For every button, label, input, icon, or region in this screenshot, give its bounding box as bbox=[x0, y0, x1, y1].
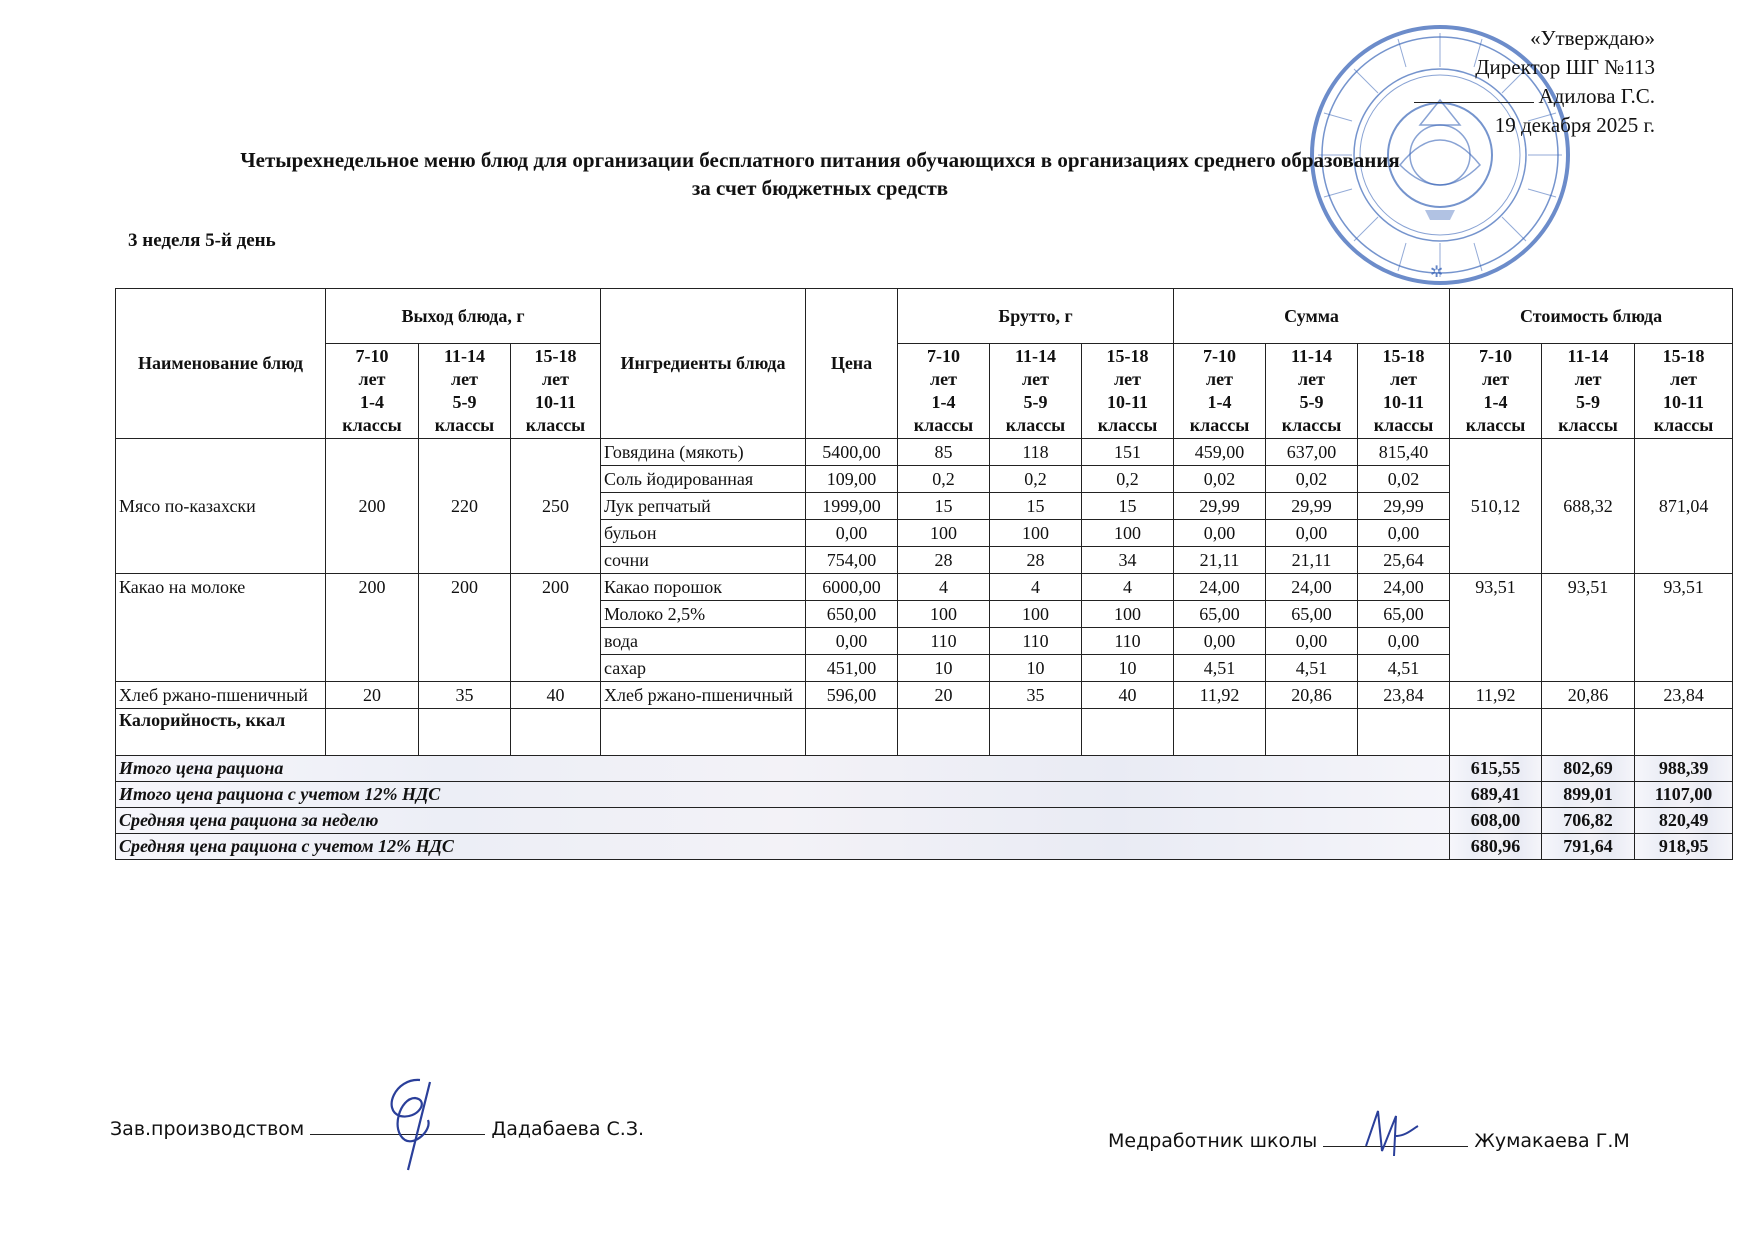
header-age-line: 11-14 bbox=[1291, 346, 1333, 366]
header-age-line: классы bbox=[1005, 415, 1066, 435]
calories-cell bbox=[1542, 709, 1635, 756]
ingredient-sum: 25,64 bbox=[1358, 547, 1450, 574]
total-row bbox=[116, 808, 1733, 834]
ingredient-brutto: 4 bbox=[1082, 574, 1174, 601]
header-age-line: классы bbox=[1653, 415, 1714, 435]
ingredient-name: сочни bbox=[601, 547, 806, 574]
ingredient-sum: 637,00 bbox=[1266, 439, 1358, 466]
header-age-line: классы bbox=[1281, 415, 1342, 435]
ingredient-price: 596,00 bbox=[806, 682, 898, 709]
header-age-line: классы bbox=[525, 415, 586, 435]
ingredient-sum: 4,51 bbox=[1358, 655, 1450, 682]
ingredient-sum: 21,11 bbox=[1266, 547, 1358, 574]
signature-left bbox=[110, 1118, 644, 1140]
signature-right-title: Медработник школы bbox=[1108, 1130, 1318, 1152]
ingredient-sum: 65,00 bbox=[1266, 601, 1358, 628]
table-row bbox=[116, 574, 1733, 601]
signature-right-scribble bbox=[1356, 1106, 1426, 1166]
header-age-line: 10-11 bbox=[534, 392, 576, 412]
header-age-line: классы bbox=[1558, 415, 1618, 435]
ingredient-brutto: 0,2 bbox=[898, 466, 990, 493]
calories-cell bbox=[1450, 709, 1542, 756]
header-age-line: лет bbox=[542, 369, 569, 389]
ingredient-price: 5400,00 bbox=[806, 439, 898, 466]
ingredient-sum: 24,00 bbox=[1266, 574, 1358, 601]
header-age-line: классы bbox=[342, 415, 402, 435]
ingredient-name: бульон bbox=[601, 520, 806, 547]
header-age-line: 10-11 bbox=[1383, 392, 1425, 412]
ingredient-sum: 29,99 bbox=[1358, 493, 1450, 520]
total-label: Итого цена рациона bbox=[116, 756, 1450, 782]
header-age-line: лет bbox=[930, 369, 957, 389]
total-value: 791,64 bbox=[1542, 834, 1635, 860]
header-ingredients: Ингредиенты блюда bbox=[601, 289, 806, 439]
header-age-output-2 bbox=[511, 344, 601, 439]
ingredient-name: Говядина (мякоть) bbox=[601, 439, 806, 466]
total-label: Итого цена рациона с учетом 12% НДС bbox=[116, 782, 1450, 808]
dish-cost: 510,12 bbox=[1450, 439, 1542, 574]
ingredient-brutto: 110 bbox=[990, 628, 1082, 655]
dish-cost: 93,51 bbox=[1635, 574, 1733, 682]
dish-name: Мясо по-казахски bbox=[116, 439, 326, 574]
total-value: 689,41 bbox=[1450, 782, 1542, 808]
ingredient-brutto: 110 bbox=[898, 628, 990, 655]
calories-row bbox=[116, 709, 1733, 756]
table-row bbox=[116, 439, 1733, 466]
header-age-line: 5-9 bbox=[1299, 392, 1324, 412]
ingredient-brutto: 4 bbox=[990, 574, 1082, 601]
header-age-sum-2 bbox=[1358, 344, 1450, 439]
header-age-output-1 bbox=[419, 344, 511, 439]
ingredient-sum: 24,00 bbox=[1358, 574, 1450, 601]
total-value: 988,39 bbox=[1635, 756, 1733, 782]
ingredient-brutto: 35 bbox=[990, 682, 1082, 709]
ingredient-brutto: 118 bbox=[990, 439, 1082, 466]
ingredient-brutto: 28 bbox=[898, 547, 990, 574]
ingredient-brutto: 15 bbox=[898, 493, 990, 520]
header-age-line: лет bbox=[1206, 369, 1233, 389]
header-age-line: классы bbox=[1097, 415, 1158, 435]
dish-name: Хлеб ржано-пшеничный bbox=[116, 682, 326, 709]
total-value: 918,95 bbox=[1635, 834, 1733, 860]
calories-label: Калорийность, ккал bbox=[116, 709, 326, 756]
dish-cost: 871,04 bbox=[1635, 439, 1733, 574]
ingredient-sum: 21,11 bbox=[1174, 547, 1266, 574]
ingredient-sum: 459,00 bbox=[1174, 439, 1266, 466]
ingredient-name: Молоко 2,5% bbox=[601, 601, 806, 628]
ingredient-price: 0,00 bbox=[806, 628, 898, 655]
ingredient-price: 0,00 bbox=[806, 520, 898, 547]
calories-cell bbox=[601, 709, 806, 756]
ingredient-name: Хлеб ржано-пшеничный bbox=[601, 682, 806, 709]
total-value: 608,00 bbox=[1450, 808, 1542, 834]
header-age-line: классы bbox=[1373, 415, 1434, 435]
total-label: Средняя цена рациона с учетом 12% НДС bbox=[116, 834, 1450, 860]
header-age-line: лет bbox=[1482, 369, 1510, 389]
ingredient-brutto: 100 bbox=[990, 520, 1082, 547]
ingredient-sum: 11,92 bbox=[1174, 682, 1266, 709]
ingredient-sum: 20,86 bbox=[1266, 682, 1358, 709]
ingredient-brutto: 10 bbox=[990, 655, 1082, 682]
total-value: 615,55 bbox=[1450, 756, 1542, 782]
calories-cell bbox=[326, 709, 419, 756]
approval-name-text: Адилова Г.С. bbox=[1538, 84, 1655, 108]
dish-output: 35 bbox=[419, 682, 511, 709]
ingredient-brutto: 110 bbox=[1082, 628, 1174, 655]
total-value: 680,96 bbox=[1450, 834, 1542, 860]
header-age-line: лет bbox=[1022, 369, 1049, 389]
header-age-line: лет bbox=[1390, 369, 1417, 389]
dish-output: 40 bbox=[511, 682, 601, 709]
calories-cell bbox=[1358, 709, 1450, 756]
ingredient-brutto: 85 bbox=[898, 439, 990, 466]
ingredient-brutto: 34 bbox=[1082, 547, 1174, 574]
calories-cell bbox=[990, 709, 1082, 756]
header-price: Цена bbox=[806, 289, 898, 439]
ingredient-brutto: 151 bbox=[1082, 439, 1174, 466]
ingredient-brutto: 10 bbox=[898, 655, 990, 682]
signature-right bbox=[1108, 1130, 1630, 1152]
total-value: 1107,00 bbox=[1635, 782, 1733, 808]
approval-date: 19 декабря 2025 г. bbox=[1494, 113, 1655, 137]
ingredient-sum: 0,00 bbox=[1174, 628, 1266, 655]
signature-right-name: Жумакаева Г.М bbox=[1474, 1130, 1630, 1152]
dish-name: Какао на молоке bbox=[116, 574, 326, 682]
dish-output: 200 bbox=[326, 439, 419, 574]
ingredient-sum: 65,00 bbox=[1174, 601, 1266, 628]
total-value: 802,69 bbox=[1542, 756, 1635, 782]
approval-position: Директор ШГ №113 bbox=[1475, 55, 1655, 79]
header-age-line: 15-18 bbox=[1662, 346, 1705, 366]
document-subtitle: за счет бюджетных средств bbox=[691, 176, 949, 200]
table-row bbox=[116, 682, 1733, 709]
ingredient-sum: 0,02 bbox=[1266, 466, 1358, 493]
dish-cost: 20,86 bbox=[1542, 682, 1635, 709]
ingredient-brutto: 28 bbox=[990, 547, 1082, 574]
dish-cost: 23,84 bbox=[1635, 682, 1733, 709]
header-age-sum-0 bbox=[1174, 344, 1266, 439]
ingredient-brutto: 15 bbox=[1082, 493, 1174, 520]
header-age-cost-1 bbox=[1542, 344, 1635, 439]
document-title: Четырехнедельное меню блюд для организации бесплатного питания обучающихся в организациях среднего образования bbox=[240, 148, 1400, 172]
total-value: 706,82 bbox=[1542, 808, 1635, 834]
header-age-line: 11-14 bbox=[1014, 346, 1056, 366]
calories-cell bbox=[1635, 709, 1733, 756]
ingredient-brutto: 20 bbox=[898, 682, 990, 709]
header-age-line: классы bbox=[1189, 415, 1250, 435]
header-age-line: 10-11 bbox=[1107, 392, 1149, 412]
ingredient-price: 754,00 bbox=[806, 547, 898, 574]
header-age-line: 1-4 bbox=[1207, 392, 1232, 412]
header-age-line: 7-10 bbox=[355, 346, 389, 366]
header-age-line: 11-14 bbox=[443, 346, 485, 366]
menu-table bbox=[115, 288, 1733, 860]
ingredient-price: 1999,00 bbox=[806, 493, 898, 520]
calories-cell bbox=[806, 709, 898, 756]
dish-output: 200 bbox=[511, 574, 601, 682]
header-age-sum-1 bbox=[1266, 344, 1358, 439]
dish-cost: 11,92 bbox=[1450, 682, 1542, 709]
ingredient-brutto: 4 bbox=[898, 574, 990, 601]
dish-cost: 93,51 bbox=[1542, 574, 1635, 682]
header-age-line: 10-11 bbox=[1663, 392, 1705, 412]
ingredient-sum: 4,51 bbox=[1266, 655, 1358, 682]
ingredient-name: Какао порошок bbox=[601, 574, 806, 601]
ingredient-price: 650,00 bbox=[806, 601, 898, 628]
calories-cell bbox=[419, 709, 511, 756]
header-age-line: классы bbox=[434, 415, 495, 435]
header-age-line: 7-10 bbox=[927, 346, 960, 366]
signature-left-name: Дадабаева С.З. bbox=[491, 1118, 645, 1140]
calories-cell bbox=[898, 709, 990, 756]
header-age-line: 15-18 bbox=[534, 346, 577, 366]
header-age-line: лет bbox=[451, 369, 478, 389]
ingredient-brutto: 100 bbox=[1082, 601, 1174, 628]
header-age-line: лет bbox=[1114, 369, 1141, 389]
ingredient-price: 451,00 bbox=[806, 655, 898, 682]
ingredient-price: 6000,00 bbox=[806, 574, 898, 601]
ingredient-brutto: 0,2 bbox=[1082, 466, 1174, 493]
approval-name bbox=[1380, 82, 1655, 111]
ingredient-name: вода bbox=[601, 628, 806, 655]
ingredient-brutto: 0,2 bbox=[990, 466, 1082, 493]
header-age-brutto-2 bbox=[1082, 344, 1174, 439]
calories-cell bbox=[1082, 709, 1174, 756]
header-age-line: 7-10 bbox=[1479, 346, 1513, 366]
svg-text:✲: ✲ bbox=[1430, 262, 1444, 281]
ingredient-brutto: 15 bbox=[990, 493, 1082, 520]
ingredient-brutto: 40 bbox=[1082, 682, 1174, 709]
header-cost: Стоимость блюда bbox=[1450, 289, 1733, 344]
dish-output: 220 bbox=[419, 439, 511, 574]
total-row bbox=[116, 782, 1733, 808]
header-age-line: 1-4 bbox=[1483, 392, 1508, 412]
ingredient-sum: 65,00 bbox=[1358, 601, 1450, 628]
signature-left-scribble bbox=[360, 1070, 470, 1180]
header-age-line: 5-9 bbox=[1576, 392, 1601, 412]
dish-output: 20 bbox=[326, 682, 419, 709]
ingredient-sum: 815,40 bbox=[1358, 439, 1450, 466]
approval-signature-line bbox=[1414, 102, 1534, 103]
total-value: 899,01 bbox=[1542, 782, 1635, 808]
ingredient-brutto: 100 bbox=[898, 520, 990, 547]
ingredient-sum: 0,02 bbox=[1174, 466, 1266, 493]
ingredient-sum: 29,99 bbox=[1174, 493, 1266, 520]
header-age-brutto-1 bbox=[990, 344, 1082, 439]
signature-left-title: Зав.производством bbox=[110, 1118, 305, 1140]
calories-cell bbox=[1266, 709, 1358, 756]
ingredient-name: Лук репчатый bbox=[601, 493, 806, 520]
ingredient-name: Соль йодированная bbox=[601, 466, 806, 493]
header-output: Выход блюда, г bbox=[326, 289, 601, 344]
header-age-line: 1-4 bbox=[360, 392, 384, 412]
header-age-line: классы bbox=[1465, 415, 1526, 435]
ingredient-brutto: 100 bbox=[898, 601, 990, 628]
header-age-output-0 bbox=[326, 344, 419, 439]
ingredient-sum: 0,00 bbox=[1358, 520, 1450, 547]
ingredient-sum: 0,00 bbox=[1174, 520, 1266, 547]
ingredient-sum: 4,51 bbox=[1174, 655, 1266, 682]
header-age-line: 11-14 bbox=[1567, 346, 1609, 366]
week-day-label: 3 неделя 5-й день bbox=[128, 230, 276, 251]
dish-cost: 688,32 bbox=[1542, 439, 1635, 574]
header-age-line: лет bbox=[1298, 369, 1325, 389]
total-row bbox=[116, 756, 1733, 782]
ingredient-price: 109,00 bbox=[806, 466, 898, 493]
header-age-line: 15-18 bbox=[1382, 346, 1425, 366]
ingredient-name: сахар bbox=[601, 655, 806, 682]
header-age-line: 5-9 bbox=[1023, 392, 1048, 412]
calories-cell bbox=[1174, 709, 1266, 756]
header-age-brutto-0 bbox=[898, 344, 990, 439]
header-dish-name: Наименование блюд bbox=[116, 289, 326, 439]
dish-cost: 93,51 bbox=[1450, 574, 1542, 682]
dish-output: 200 bbox=[326, 574, 419, 682]
ingredient-brutto: 100 bbox=[990, 601, 1082, 628]
ingredient-sum: 0,00 bbox=[1266, 628, 1358, 655]
approval-block bbox=[1380, 24, 1655, 140]
ingredient-brutto: 100 bbox=[1082, 520, 1174, 547]
approval-line: «Утверждаю» bbox=[1530, 26, 1655, 50]
header-age-line: 1-4 bbox=[931, 392, 956, 412]
ingredient-sum: 29,99 bbox=[1266, 493, 1358, 520]
header-age-line: лет bbox=[1670, 369, 1698, 389]
ingredient-sum: 24,00 bbox=[1174, 574, 1266, 601]
ingredient-sum: 0,00 bbox=[1358, 628, 1450, 655]
ingredient-sum: 0,02 bbox=[1358, 466, 1450, 493]
header-age-line: 15-18 bbox=[1106, 346, 1149, 366]
dish-output: 200 bbox=[419, 574, 511, 682]
header-age-line: лет bbox=[358, 369, 386, 389]
ingredient-sum: 23,84 bbox=[1358, 682, 1450, 709]
header-age-line: 7-10 bbox=[1203, 346, 1237, 366]
header-age-line: лет bbox=[1574, 369, 1602, 389]
total-label: Средняя цена рациона за неделю bbox=[116, 808, 1450, 834]
header-brutto: Брутто, г bbox=[898, 289, 1174, 344]
header-age-line: классы bbox=[913, 415, 974, 435]
ingredient-brutto: 10 bbox=[1082, 655, 1174, 682]
header-age-line: 5-9 bbox=[452, 392, 477, 412]
header-age-cost-2 bbox=[1635, 344, 1733, 439]
dish-output: 250 bbox=[511, 439, 601, 574]
total-value: 820,49 bbox=[1635, 808, 1733, 834]
calories-cell bbox=[511, 709, 601, 756]
header-sum: Сумма bbox=[1174, 289, 1450, 344]
total-row bbox=[116, 834, 1733, 860]
ingredient-sum: 0,00 bbox=[1266, 520, 1358, 547]
header-age-cost-0 bbox=[1450, 344, 1542, 439]
